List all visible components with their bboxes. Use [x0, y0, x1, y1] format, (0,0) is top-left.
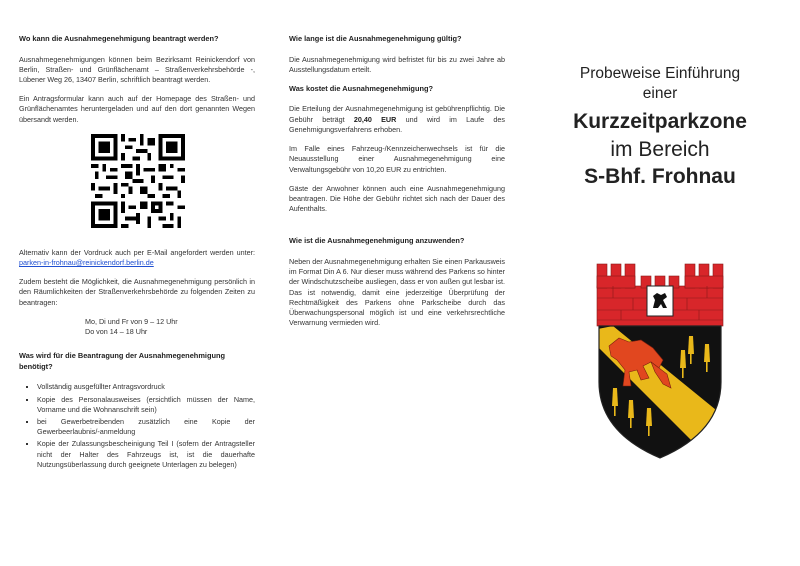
heading-use: Wie ist die Ausnahmegenehmigung anzuwenden? [289, 236, 465, 246]
column-middle [289, 34, 505, 337]
column-right [540, 34, 780, 191]
column-left [19, 34, 255, 472]
hours-line-2: Do von 14 – 18 Uhr [85, 327, 148, 337]
email-link[interactable]: parken-in-frohnau@reinickendorf.berlin.de [19, 258, 154, 268]
reinickendorf-crest-icon [593, 262, 727, 460]
text-personal: Zudem besteht die Möglichkeit, die Ausnahmegenehmigung persönlich in den Räumlichkeiten der Straßenverkehrsbehörde zu folgenden Zeiten zu beantragen: [19, 277, 255, 307]
qr-code-icon[interactable] [91, 134, 185, 228]
text-valid: Die Ausnahmegenehmigung wird befristet für bis zu zwei Jahre ab Ausstellungsdatum erteilt. [289, 54, 505, 74]
flyer-title [540, 64, 780, 191]
title-line-3: Kurzzeitparkzone [573, 110, 747, 134]
hours-line-1: Mo, Di und Fr von 9 – 12 Uhr [85, 316, 178, 326]
text-where: Ausnahmegenehmigungen können beim Bezirksamt Reinickendorf von Berlin, Straßen- und Grünflächenamt – Straßenverkehrsbehörde -, Lübener Weg 26, 13407 Berlin, schriftlich beantragt werden. [19, 54, 255, 84]
title-line-1: Probeweise Einführung [579, 65, 741, 82]
list-item: ▪ Kopie der Zulassungsbescheinigung Teil I (sofern der Antragsteller nicht der Halter des Fahrzeugs ist, ist die dauerhafte Nutzungsüberlassung durch geeignete Unterlagen zu belegen) [37, 439, 255, 470]
heading-needed: Was wird für die Beantragung der Ausnahmegenehmigung benötigt? [19, 351, 225, 371]
title-line-2: einer [642, 85, 678, 103]
text-change: Im Falle eines Fahrzeug-/Kennzeichenwechsels ist für die Neuausstellung einer Ausnahmegenehmigung eine Verwaltungsgebühr von 10,20 EUR zu entrichten. [289, 144, 505, 174]
fee-amount: 20,40 EUR [353, 114, 397, 124]
text-form: Ein Antragsformular kann auch auf der Homepage des Straßen- und Grünflächenamtes heruntergeladen und auf den dort genannten Wegen übersandt werden. [19, 94, 255, 124]
heading-cost: Was kostet die Ausnahmegenehmigung? [289, 83, 433, 93]
title-line-4: im Bereich [610, 137, 710, 161]
list-item: ▪ bei Gewerbetreibenden zusätzlich eine Kopie der Gewerbeerlaubnis/-anmeldung [37, 417, 255, 437]
text-guests: Gäste der Anwohner können auch eine Ausnahmegenehmigung beantragen. Die Höhe der Gebühr richtet sich nach der Dauer des Aufenthalts. [289, 183, 505, 214]
text-use: Neben der Ausnahmegenehmigung erhalten Sie einen Parkausweis im Format Din A 6. Nur dieser muss während des Parkens so hinter der Windschutzscheibe ausliegen, dass er von außen gut lesbar ist. Das ist notwendig, damit eine jederzeitige Überprüfung der Rechtmäßigkeit des Parkens ohne Parkscheibe durch das Überwachungspersonal möglich ist und eine verkehrsrechtliche Verwarnung vermieden wird. [289, 256, 505, 328]
title-line-5: S-Bhf. Frohnau [584, 164, 736, 188]
needed-list [19, 382, 255, 470]
heading-where: Wo kann die Ausnahmegenehmigung beantragt werden? [19, 34, 219, 43]
text-cost: Die Erteilung der Ausnahmegenehmigung ist gebührenpflichtig. Die Gebühr beträgt 20,40 EUR und wird im Laufe des Genehmigungsverfahrens erhoben. [289, 104, 505, 134]
opening-hours [85, 317, 255, 337]
list-item: ▪ Vollständig ausgefüllter Antragsvordruck [37, 382, 255, 392]
list-item: ▪ Kopie des Personalausweises (ersichtlich müssen der Name, Vorname und die Wohnanschrift sein) [37, 395, 255, 415]
heading-valid: Wie lange ist die Ausnahmegenehmigung gültig? [289, 34, 462, 43]
text-email: Alternativ kann der Vordruck auch per E-Mail angefordert werden unter: parken-in-frohnau@reinickendorf.berlin.de [19, 247, 255, 268]
